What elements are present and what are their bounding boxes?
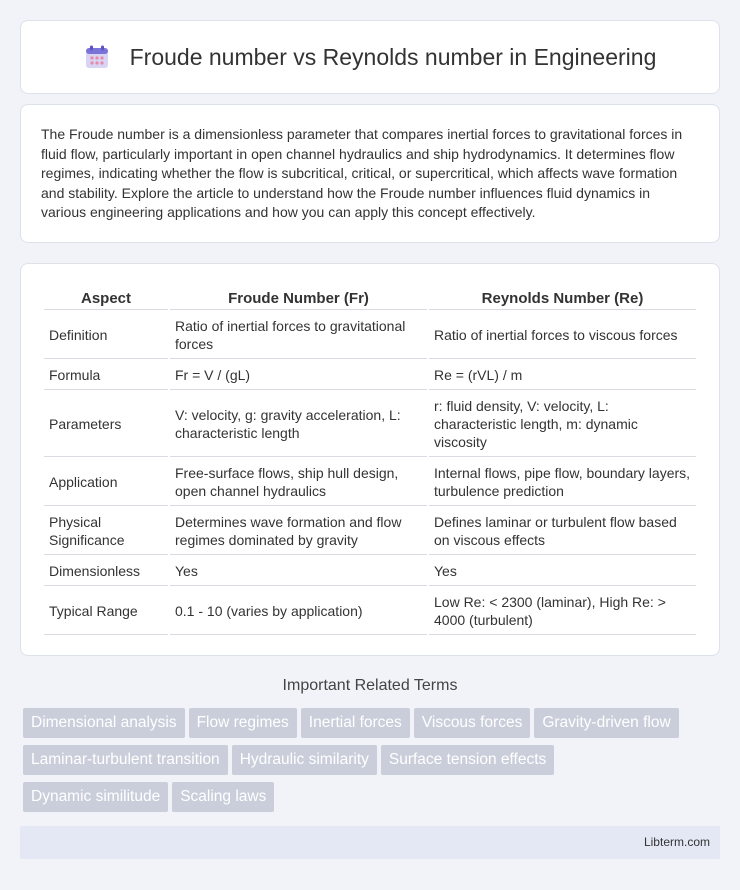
column-header-froude: Froude Number (Fr) bbox=[170, 286, 427, 310]
tag-dynamic-similitude[interactable]: Dynamic similitude bbox=[23, 782, 168, 812]
tag-laminar-turbulent-transition[interactable]: Laminar-turbulent transition bbox=[23, 745, 228, 775]
table-cell: Free-surface flows, ship hull design, open channel hydraulics bbox=[170, 459, 427, 506]
table-cell: Defines laminar or turbulent flow based on viscous effects bbox=[429, 508, 696, 555]
table-row bbox=[44, 392, 696, 457]
table-row bbox=[44, 312, 696, 359]
table-cell: V: velocity, g: gravity acceleration, L: characteristic length bbox=[170, 392, 427, 457]
tag-scaling-laws[interactable]: Scaling laws bbox=[172, 782, 274, 812]
table-cell: Yes bbox=[170, 557, 427, 586]
table-cell: Determines wave formation and flow regimes dominated by gravity bbox=[170, 508, 427, 555]
comparison-card bbox=[20, 263, 720, 656]
tag-inertial-forces[interactable]: Inertial forces bbox=[301, 708, 410, 738]
tag-viscous-forces[interactable]: Viscous forces bbox=[414, 708, 531, 738]
table-cell: Fr = V / (gL) bbox=[170, 361, 427, 390]
tag-surface-tension-effects[interactable]: Surface tension effects bbox=[381, 745, 554, 775]
table-row bbox=[44, 459, 696, 506]
table-cell: Low Re: < 2300 (laminar), High Re: > 4000 (turbulent) bbox=[429, 588, 696, 635]
table-row bbox=[44, 361, 696, 390]
related-terms-list bbox=[23, 708, 723, 819]
table-cell: r: fluid density, V: velocity, L: characteristic length, m: dynamic viscosity bbox=[429, 392, 696, 457]
tag-gravity-driven-flow[interactable]: Gravity-driven flow bbox=[534, 708, 678, 738]
table-cell: Dimensionless bbox=[44, 557, 168, 586]
table-cell: 0.1 - 10 (varies by application) bbox=[170, 588, 427, 635]
column-header-aspect: Aspect bbox=[44, 286, 168, 310]
table-cell: Yes bbox=[429, 557, 696, 586]
related-terms-title: Important Related Terms bbox=[282, 677, 458, 694]
table-cell: Physical Significance bbox=[44, 508, 168, 555]
table-cell: Internal flows, pipe flow, boundary layers, turbulence prediction bbox=[429, 459, 696, 506]
table-row bbox=[44, 557, 696, 586]
tag-flow-regimes[interactable]: Flow regimes bbox=[189, 708, 297, 738]
table-row bbox=[44, 588, 696, 635]
header-card bbox=[20, 20, 720, 94]
tag-hydraulic-similarity[interactable]: Hydraulic similarity bbox=[232, 745, 377, 775]
table-cell: Parameters bbox=[44, 392, 168, 457]
table-row bbox=[44, 508, 696, 555]
intro-card bbox=[20, 104, 720, 243]
comparison-table bbox=[42, 284, 698, 637]
table-cell: Formula bbox=[44, 361, 168, 390]
table-cell: Re = (rVL) / m bbox=[429, 361, 696, 390]
table-cell: Definition bbox=[44, 312, 168, 359]
column-header-reynolds: Reynolds Number (Re) bbox=[429, 286, 696, 310]
tag-dimensional-analysis[interactable]: Dimensional analysis bbox=[23, 708, 185, 738]
footer bbox=[20, 826, 720, 859]
calendar-icon bbox=[84, 44, 110, 70]
table-header-row bbox=[44, 286, 696, 310]
page-title: Froude number vs Reynolds number in Engineering bbox=[129, 43, 657, 70]
table-cell: Typical Range bbox=[44, 588, 168, 635]
table-cell: Ratio of inertial forces to gravitational forces bbox=[170, 312, 427, 359]
intro-text: The Froude number is a dimensionless parameter that compares inertial forces to gravitational forces in fluid flow, particularly important in open channel hydraulics and ship hydrodynamics. It determines flow regimes, indicating whether the flow is subcritical, critical, or supercritical, which affects wave formation and stability. Explore the article to understand how the Froude number influences fluid dynamics in various engineering applications and how you can apply this concept effectively. bbox=[41, 126, 683, 221]
footer-site-link[interactable]: Libterm.com bbox=[643, 835, 710, 849]
table-cell: Ratio of inertial forces to viscous forces bbox=[429, 312, 696, 359]
table-cell: Application bbox=[44, 459, 168, 506]
